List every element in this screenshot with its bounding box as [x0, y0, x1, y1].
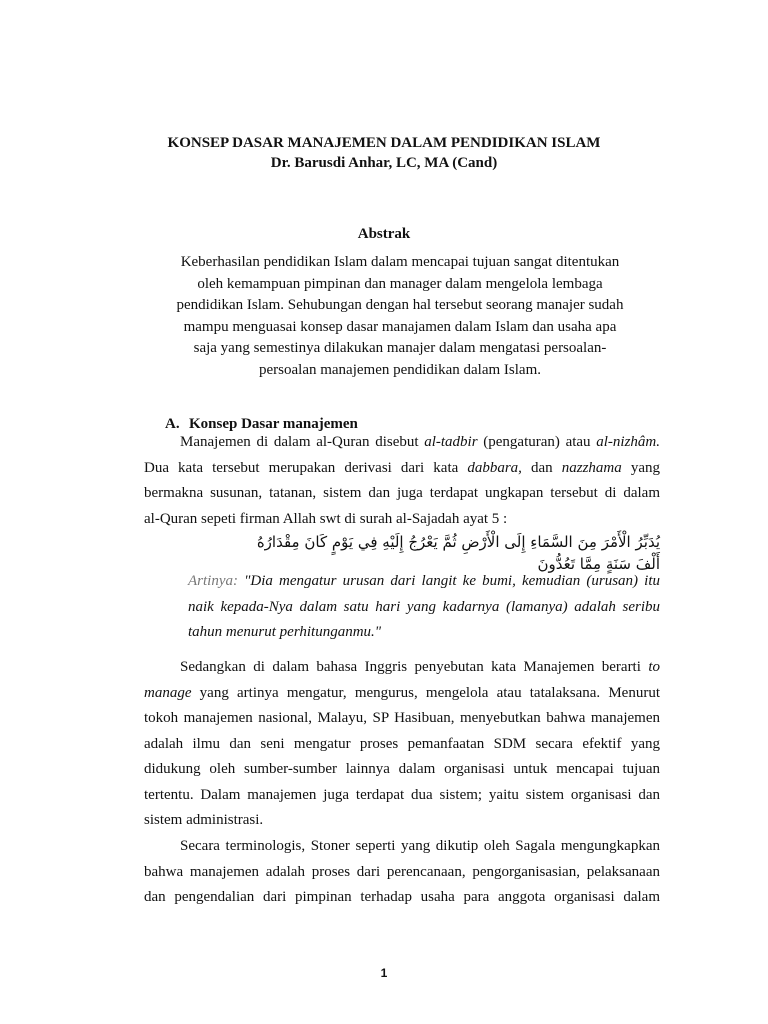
abstract-heading: Abstrak [357, 226, 411, 242]
abstract-line: oleh kemampuan pimpinan dan manager dalam mengelola lembaga [197, 275, 603, 292]
paragraph-line: al-Quran sepeti firman Allah swt di surah al-Sajadah ayat 5 : [144, 510, 508, 527]
paragraph-line [144, 681, 660, 707]
text-run: yang artinya mengatur, mengurus, mengelola atau tatalaksana. Menurut [191, 684, 660, 701]
italic-term: manage [144, 684, 192, 701]
text-run: Dua kata tersebut merupakan derivasi dari kata [144, 459, 468, 476]
section-title: Konsep Dasar manajemen [189, 416, 358, 432]
paragraph-line: sistem administrasi. [144, 812, 264, 828]
text-run: Sedangkan di dalam bahasa Inggris penyebutan kata Manajemen berarti [180, 659, 649, 675]
quote-line: naik kepada-Nya dalam satu hari yang kadarnya (lamanya) adalah seribu [188, 598, 660, 615]
paragraph-line: bermakna susunan, tatanan, sistem dan juga terdapat ungkapan tersebut di dalam [144, 485, 660, 501]
paragraph-line: tokoh manajemen nasional, Malayu, SP Hasibuan, menyebutkan bahwa manajemen [144, 710, 660, 726]
section-number: A. [165, 416, 180, 432]
abstract-line: persoalan manajemen pendidikan dalam Islam. [259, 361, 541, 378]
italic-term: al-nizhâm. [596, 434, 660, 450]
page-number: 1 [380, 966, 388, 980]
paragraph-line: adalah ilmu dan seni mengatur proses pemanfaatan SDM secara efektif yang [144, 735, 660, 752]
paragraph-english-term [144, 655, 660, 834]
paragraph-line [144, 430, 660, 456]
quote-line: tahun menurut perhitunganmu." [188, 624, 382, 640]
quote-label: Artinya: [188, 573, 238, 589]
arabic-verse: يُدَبِّرُ الْأَمْرَ مِنَ السَّمَاءِ إِلَى الْأَرْضِ ثُمَّ يَعْرُجُ إِلَيْهِ فِي يَوْمٍ كَانَ مِقْدَارُهُ أَلْفَ سَنَةٍ مِمَّا تَعُدُّونَ [256, 533, 660, 573]
text-run: Secara terminologis, Stoner seperti yang dikutip oleh Sagala mengungkapkan [180, 838, 660, 854]
abstract-line: Keberhasilan pendidikan Islam dalam mencapai tujuan sangat ditentukan [180, 254, 620, 270]
text-run: Manajemen di dalam al-Quran disebut [180, 434, 425, 450]
paragraph-line [144, 456, 660, 482]
text-run: dan [521, 459, 562, 476]
paragraph-line: bahwa manajemen adalah proses dari perencanaan, pengorganisasian, pelaksanaan [144, 863, 660, 880]
paragraph-definition [144, 430, 660, 532]
italic-term: nazzhama [561, 459, 622, 476]
abstract-body [150, 252, 650, 381]
italic-term: to [648, 659, 660, 675]
italic-term: dabbara, [467, 459, 522, 476]
italic-term: al-tadbir [424, 434, 478, 450]
paragraph-line: dan pengendalian dari pimpinan terhadap usaha para anggota organisasi dalam [144, 889, 660, 905]
text-run: "Dia mengatur urusan dari langit ke bumi, kemudian (urusan) itu [238, 573, 660, 589]
text-run: (pengaturan) atau [477, 434, 597, 450]
verse-translation [188, 569, 660, 646]
quote-line [188, 569, 660, 595]
paragraph-line [144, 655, 660, 681]
document-title: KONSEP DASAR MANAJEMEN DALAM PENDIDIKAN ISLAM [167, 135, 601, 151]
paragraph-line: didukung oleh sumber-sumber lainnya dalam organisasi untuk mencapai tujuan [144, 761, 660, 777]
paragraph-line [144, 834, 660, 860]
document-author: Dr. Barusdi Anhar, LC, MA (Cand) [270, 155, 498, 171]
text-run: yang [621, 459, 660, 476]
abstract-line: pendidikan Islam. Sehubungan dengan hal tersebut seorang manajer sudah [176, 297, 624, 313]
paragraph-line: tertentu. Dalam manajemen juga terdapat dua sistem; yaitu sistem organisasi dan [144, 786, 660, 803]
abstract-line: mampu menguasai konsep dasar manajamen dalam Islam dan usaha apa [183, 318, 617, 335]
paragraph-terminology [144, 834, 660, 911]
abstract-line: saja yang semestinya dilakukan manajer dalam mengatasi persoalan- [193, 340, 607, 356]
